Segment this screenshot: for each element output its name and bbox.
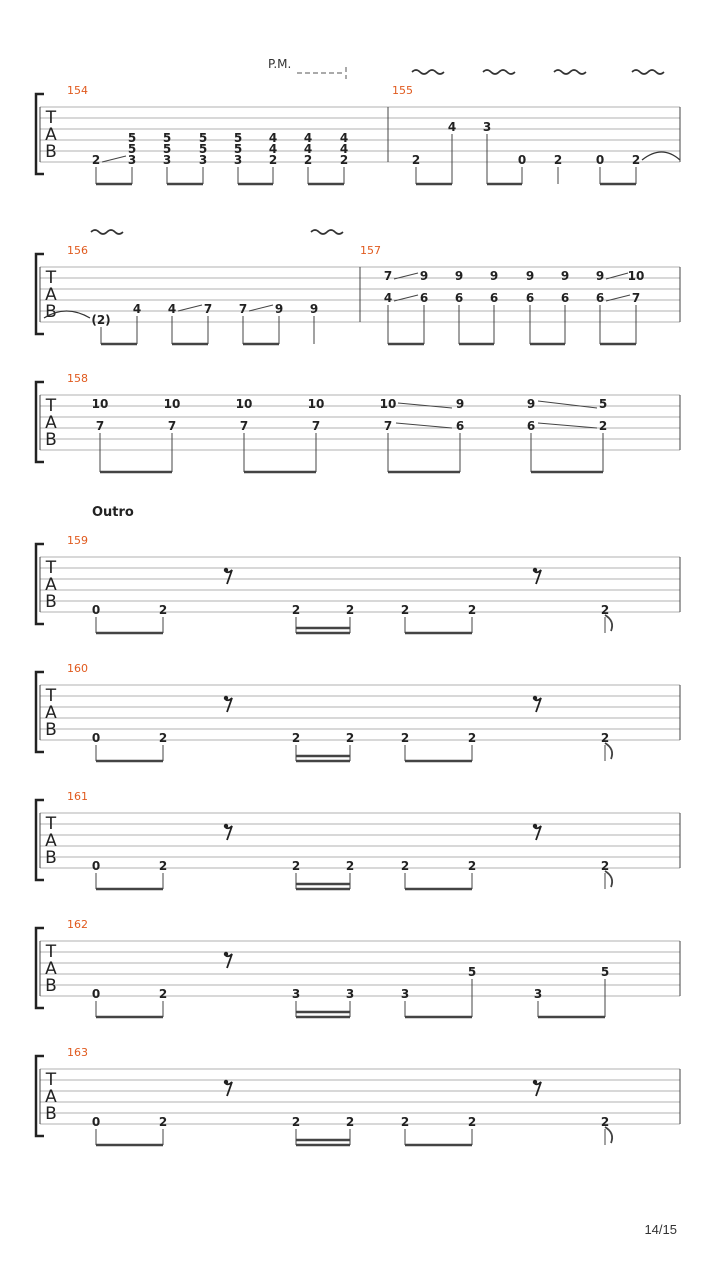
fret-number: (2) [91,313,111,327]
tab-clef-t: T [45,268,57,288]
fret-number: 0 [91,731,101,745]
fret-number: 9 [525,269,535,283]
fret-number: 2 [158,1115,168,1129]
fret-number: 2 [345,1115,355,1129]
fret-number: 5 [162,131,172,145]
measure-number: 154 [67,84,88,97]
fret-number: 6 [525,291,535,305]
fret-number: 5 [467,965,477,979]
system-158 [36,372,680,472]
measure-number: 160 [67,662,88,675]
fret-number: 2 [553,153,563,167]
fret-number: 9 [560,269,570,283]
fret-number: 9 [274,302,284,316]
palm-mute-label: P.M. [268,57,292,71]
fret-number: 2 [467,731,477,745]
measure-number: 159 [67,534,88,547]
fret-number: 9 [455,397,465,411]
measure-number: 162 [67,918,88,931]
fret-number: 7 [631,291,641,305]
fret-number: 9 [526,397,536,411]
note-flag [605,615,612,631]
tab-clef-a: A [45,1087,57,1107]
fret-number: 4 [447,120,457,134]
fret-number: 0 [91,1115,101,1129]
eighth-rest-dot [224,952,228,956]
system-156 [36,230,680,344]
measure-number: 161 [67,790,88,803]
fret-number: 0 [595,153,605,167]
fret-number: 7 [238,302,248,316]
fret-number: 3 [533,987,543,1001]
fret-number: 4 [167,302,177,316]
tab-clef-t: T [45,686,57,706]
fret-number: 2 [400,731,410,745]
fret-number: 6 [419,291,429,305]
fret-number: 7 [95,419,105,433]
system-163 [36,1046,680,1145]
measure-number: 157 [360,244,381,257]
section-title: Outro [92,505,134,520]
fret-number: 2 [158,731,168,745]
fret-number: 4 [339,142,349,156]
fret-number: 7 [311,419,321,433]
fret-number: 5 [127,131,137,145]
fret-number: 10 [91,397,109,411]
fret-number: 0 [517,153,527,167]
eighth-rest-dot [533,696,537,700]
system-162 [36,918,680,1017]
fret-number: 3 [162,153,172,167]
eighth-rest-dot [224,824,228,828]
slide-lines [396,401,597,428]
fret-number: 0 [91,859,101,873]
note-flag [605,1127,612,1143]
tab-clef-a: A [45,831,57,851]
fret-number: 3 [400,987,410,1001]
system-154 [36,57,680,184]
fret-number: 2 [400,859,410,873]
eighth-rest-dot [224,696,228,700]
fret-number: 7 [383,419,393,433]
fret-number: 2 [339,153,349,167]
system-161 [36,790,680,889]
eighth-rest-dot [533,824,537,828]
fret-number: 10 [163,397,181,411]
eighth-rest-dot [224,1080,228,1084]
tab-clef-b: B [45,142,57,162]
fret-number: 5 [127,142,137,156]
tab-clef-b: B [45,976,57,996]
fret-number: 3 [291,987,301,1001]
eighth-rest-dot [533,1080,537,1084]
fret-number: 6 [595,291,605,305]
fret-number: 5 [600,965,610,979]
tab-clef-b: B [45,430,57,450]
fret-number: 6 [526,419,536,433]
fret-number: 2 [411,153,421,167]
fret-number: 10 [307,397,325,411]
measure-number: 156 [67,244,88,257]
fret-number: 4 [383,291,393,305]
fret-number: 9 [489,269,499,283]
fret-number: 4 [339,131,349,145]
fret-number: 3 [127,153,137,167]
fret-number: 2 [467,603,477,617]
fret-number: 6 [454,291,464,305]
staff-lines [40,395,680,450]
tab-clef-t: T [45,1070,57,1090]
measure-number: 163 [67,1046,88,1059]
fret-number: 2 [345,731,355,745]
fret-number: 2 [600,1115,610,1129]
tab-clef-b: B [45,848,57,868]
slide-line [102,156,126,162]
vibrato-marks [91,230,343,234]
fret-number: 5 [198,142,208,156]
fret-number: 2 [600,859,610,873]
fret-number: 6 [455,419,465,433]
fret-number: 2 [467,1115,477,1129]
tab-clef-t: T [45,396,57,416]
fret-number: 4 [268,142,278,156]
fret-number: 2 [291,731,301,745]
measure-number: 158 [67,372,88,385]
fret-number: 2 [158,603,168,617]
fret-number: 2 [345,859,355,873]
fret-number: 10 [627,269,645,283]
tab-clef-t: T [45,942,57,962]
palm-mute-line [297,67,346,79]
fret-number: 2 [631,153,641,167]
fret-number: 5 [233,131,243,145]
measure-number: 155 [392,84,413,97]
fret-number: 2 [158,987,168,1001]
outro-systems [36,534,680,1145]
fret-number: 7 [167,419,177,433]
tab-clef-a: A [45,703,57,723]
fret-number: 2 [467,859,477,873]
fret-number: 4 [303,142,313,156]
tab-clef-a: A [45,413,57,433]
tab-clef-a: A [45,285,57,305]
fret-number: 7 [383,269,393,283]
fret-number: 5 [233,142,243,156]
fret-number: 3 [345,987,355,1001]
tab-clef-a: A [45,125,57,145]
fret-number: 2 [400,1115,410,1129]
fret-number: 9 [309,302,319,316]
tab-clef-a: A [45,575,57,595]
fret-number: 4 [303,131,313,145]
eighth-rest-dot [224,568,228,572]
fret-number: 2 [400,603,410,617]
fret-number: 3 [198,153,208,167]
fret-number: 2 [91,153,101,167]
fret-number: 2 [303,153,313,167]
fret-number: 2 [291,603,301,617]
fret-number: 5 [198,131,208,145]
fret-number: 4 [268,131,278,145]
fret-number: 3 [233,153,243,167]
fret-number: 2 [291,859,301,873]
system-160 [36,662,680,761]
tab-clef-a: A [45,959,57,979]
fret-number: 0 [91,987,101,1001]
note-flag [605,871,612,887]
page-number: 14/15 [644,1222,677,1237]
fret-numbers [92,120,640,167]
tab-clef-b: B [45,592,57,612]
fret-number: 10 [379,397,397,411]
fret-number: 7 [203,302,213,316]
tab-clef-b: B [45,720,57,740]
fret-number: 2 [600,603,610,617]
fret-number: 0 [91,603,101,617]
fret-number: 2 [598,419,608,433]
tab-clef-t: T [45,108,57,128]
tab-clef-b: B [45,302,57,322]
fret-number: 5 [162,142,172,156]
fret-number: 2 [268,153,278,167]
note-flag [605,743,612,759]
fret-number: 2 [158,859,168,873]
fret-number: 2 [291,1115,301,1129]
eighth-rest-dot [533,568,537,572]
fret-number: 2 [345,603,355,617]
fret-number: 3 [482,120,492,134]
fret-number: 4 [132,302,142,316]
fret-number: 9 [419,269,429,283]
fret-number: 6 [560,291,570,305]
fret-number: 5 [598,397,608,411]
fret-number: 6 [489,291,499,305]
tab-clef-t: T [45,558,57,578]
tie-arc [642,152,680,160]
fret-number: 2 [600,731,610,745]
system-159 [36,534,680,633]
tab-clef-b: B [45,1104,57,1124]
fret-number: 7 [239,419,249,433]
vibrato-marks [412,70,664,74]
fret-number: 9 [454,269,464,283]
fret-number: 10 [235,397,253,411]
tab-clef-t: T [45,814,57,834]
fret-number: 9 [595,269,605,283]
